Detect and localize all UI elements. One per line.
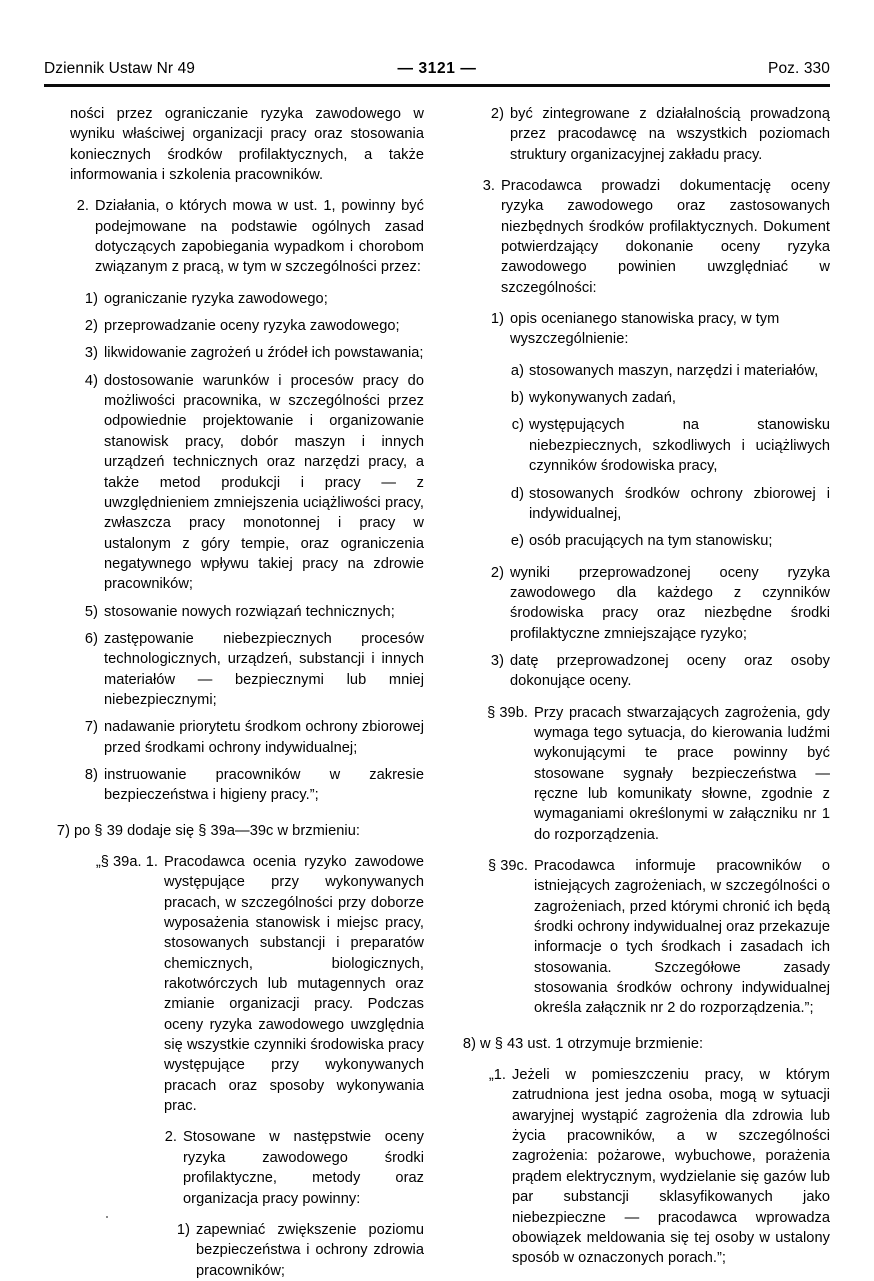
list-item-text: przeprowadzanie oceny ryzyka zawodowego; <box>104 318 400 335</box>
item-7-marker: 7) <box>56 822 70 839</box>
letter-item-text: stosowanych maszyn, narzędzi i materiałów, <box>529 362 819 379</box>
letter-item-text: wykonywanych zadań, <box>529 390 676 407</box>
list-item-text: nadawanie priorytetu środkom ochrony zbiorowej przed środkami ochrony indywidualnej; <box>104 719 424 756</box>
list-item-text: instruowanie pracowników w zakresie bezpieczeństwa i higieny pracy.”; <box>104 766 424 804</box>
section-39c <box>466 856 830 1019</box>
list-item <box>80 765 424 806</box>
list-item <box>486 104 830 165</box>
scan-artifact-speck <box>106 1216 108 1218</box>
list-item-text: wyniki przeprowadzonej oceny ryzyka zawodowego dla każdego z czynników środowiska pracy oraz niezbędne środki profilaktyczne zmniejszające ryzyko; <box>510 564 830 642</box>
letter-item-text: występujących na stanowisku niebezpiecznych, szkodliwych i uciążliwych czynników środowiska pracy, <box>529 417 830 475</box>
clause-3-marker: 3. <box>482 178 495 195</box>
list-item-marker: 2) <box>490 564 504 581</box>
section-39b-text: Przy pracach stwarzających zagrożenia, gdy wymaga tego sytuacja, do kierowania ludźmi wykonującymi te prace powinny być stosowane sygnały bezpieczeństwa — ręczne lub komunikaty słowne, zgodnie z wymaganiami określonymi w załączniku nr 1 do rozporządzenia. <box>534 704 830 843</box>
list-item-marker: 8) <box>84 766 98 783</box>
quoted-section-39a-marker: „§ 39a. 1. <box>95 854 158 870</box>
list-item <box>80 602 424 622</box>
list-item <box>80 316 424 336</box>
letter-item <box>506 531 830 551</box>
section-39b-marker: § 39b. <box>487 704 528 721</box>
section-39b <box>466 703 830 845</box>
quoted-clause-43-1-text: Jeżeli w pomieszczeniu pracy, w którym zatrudniona jest jedna osoba, mogą w sytuacji awaryjnej wystąpić zagrożenia dla zdrowia lub życia pracowników, a w szczególności zagrożenia: pożarowe, wybuchowe, porażenia prądem elektrycznym, wydzielanie się gazów lub par substancji sklasyfikowanych jako niebezpieczne — pracodawca wprowadza obowiązek meldowania się tej osoby w ustalony sposób w oznaczonych porach.”; <box>512 1067 830 1267</box>
letter-item <box>506 361 830 381</box>
quoted-clause-43-1-marker: „1. <box>488 1067 506 1084</box>
list-item-text: stosowanie nowych rozwiązań technicznych; <box>104 603 395 620</box>
list-item <box>80 371 424 595</box>
clause-39a-2 <box>158 1127 424 1208</box>
list-item <box>486 309 830 350</box>
list-item-text: być zintegrowane z działalnością prowadzoną przez pracodawcę na wszystkich poziomach struktury organizacyjnej zakładu pracy. <box>510 106 830 163</box>
position-number: Poz. 330 <box>768 60 830 77</box>
clause-2-text: Działania, o których mowa w ust. 1, powinny być podejmowane na podstawie ogólnych zasad dotyczących zapobiegania wypadkom i chorobom związanym z pracą, w tym w szczególności przez: <box>95 198 424 276</box>
journal-title: Dziennik Ustaw Nr 49 <box>44 60 196 77</box>
page-number: — 3121 — <box>397 60 477 77</box>
letter-item-text: stosowanych środków ochrony zbiorowej i indywidualnej, <box>529 485 830 522</box>
list-item-marker: 1) <box>176 1221 190 1238</box>
letter-item <box>506 415 830 476</box>
item-8-marker: 8) <box>462 1035 476 1052</box>
continued-paragraph: ności przez ograniczanie ryzyka zawodowego w wyniku właściwej organizacji pracy oraz stosowania koniecznych środków profilaktycznych, a także informowania i szkolenia pracowników. <box>70 106 424 184</box>
list-item-text: ograniczanie ryzyka zawodowego; <box>104 290 328 307</box>
letter-item-marker: c) <box>511 417 524 434</box>
list-item-marker: 6) <box>84 630 98 647</box>
list-item-marker: 2) <box>490 106 504 122</box>
list-item-text: dostosowanie warunków i procesów pracy do możliwości pracownika, w szczególności przez odpowiednie projektowanie i organizowanie stanowisk pracy, dobór maszyn i innych urządzeń technicznych oraz narzędzi pracy, a także metod produkcji i pracy — z uwzględnieniem zmniejszenia uciążliwości pracy, zwłaszcza pracy monotonnej i pracy w ustalonym z góry tempie, oraz ograniczenia negatywnego wpływu takiej pracy na zdrowie pracowników; <box>104 372 424 593</box>
letter-item-marker: d) <box>510 485 524 502</box>
section-39c-text: Pracodawca informuje pracowników o istniejących zagrożeniach, w szczególności o zagrożeniach, przed którymi chronić ich będą środki ochrony indywidualnej oraz przekazuje informacje o tych środkach i zasadach ich stosowania. Szczegółowe zasady stosowania środków ochrony indywidualnej określa załącznik nr 2 do rozporządzenia.”; <box>534 858 830 1017</box>
list-item-marker: 4) <box>84 372 98 389</box>
list-item <box>80 629 424 710</box>
item-8-text: w § 43 ust. 1 otrzymuje brzmienie: <box>480 1035 704 1052</box>
list-item-marker: 7) <box>84 719 98 736</box>
list-item-marker: 1) <box>84 290 98 307</box>
list-item <box>80 343 424 363</box>
clause-3-text: Pracodawca prowadzi dokumentację oceny ryzyka zawodowego oraz zastosowanych niezbędnych środków profilaktycznych. Dokument potwierdzający dokonanie oceny ryzyka zawodowego powinien uwzględniać w szczególności: <box>501 178 830 296</box>
section-39c-marker: § 39c. <box>487 858 528 874</box>
clause-3 <box>476 176 830 298</box>
header-rule <box>44 84 830 87</box>
quoted-clause-43-1 <box>476 1065 830 1268</box>
list-item-marker: 3) <box>490 652 504 669</box>
list-item-marker: 5) <box>84 603 98 620</box>
left-column <box>44 104 424 1279</box>
running-head <box>44 60 830 78</box>
letter-item-marker: a) <box>510 362 524 379</box>
quoted-section-39a-text: Pracodawca ocenia ryzyko zawodowe występujące przy wykonywanych pracach, w szczególności przy doborze wyposażenia stanowisk i miejsc pracy, stosowanych substancji i preparatów chemicznych, biologicznych, rakotwórczych lub mutagennych oraz zmianie organizacji pracy. Podczas oceny ryzyka zawodowego uwzględnia się wszystkie czynniki środowiska pracy występujące przy wykonywanych pracach oraz sposoby wykonywania prac. <box>164 854 424 1115</box>
list-item <box>172 1220 424 1281</box>
list-item-text: likwidowanie zagrożeń u źródeł ich powstawania; <box>104 345 424 362</box>
list-item-marker: 3) <box>84 345 98 362</box>
list-item-text: datę przeprowadzonej oceny oraz osoby dokonujące oceny. <box>510 652 830 690</box>
list-item <box>80 289 424 309</box>
item-7-text: po § 39 dodaje się § 39a—39c w brzmieniu: <box>74 822 360 839</box>
letter-item-marker: b) <box>510 390 524 407</box>
letter-item-marker: e) <box>510 533 524 550</box>
list-item <box>486 651 830 692</box>
clause-2-marker: 2. <box>76 198 89 215</box>
quoted-section-39a <box>70 852 424 1116</box>
item-7 <box>44 821 424 841</box>
clause-2 <box>70 196 424 277</box>
list-item <box>486 563 830 644</box>
letter-item-text: osób pracujących na tym stanowisku; <box>529 533 773 550</box>
clause-39a-2-text: Stosowane w następstwie oceny ryzyka zawodowego środki profilaktyczne, metody oraz organizacja pracy powinny: <box>183 1129 424 1207</box>
letter-item <box>506 388 830 408</box>
list-item-text: zapewniać zwiększenie poziomu bezpieczeństwa i ochrony zdrowia pracowników; <box>196 1221 424 1279</box>
list-item-text: zastępowanie niebezpiecznych procesów technologicznych, urządzeń, substancji i innych materiałów — bezpiecznymi lub mniej niebezpiecznymi; <box>104 630 424 708</box>
letter-item <box>506 484 830 525</box>
list-item <box>80 717 424 758</box>
body-columns <box>44 104 830 1279</box>
list-item-text: opis ocenianego stanowiska pracy, w tym wyszczególnienie: <box>510 311 780 348</box>
clause-39a-2-marker: 2. <box>164 1129 177 1146</box>
item-8 <box>450 1034 830 1054</box>
list-item-marker: 1) <box>490 311 504 328</box>
list-item-marker: 2) <box>84 318 98 335</box>
right-column <box>450 104 830 1267</box>
